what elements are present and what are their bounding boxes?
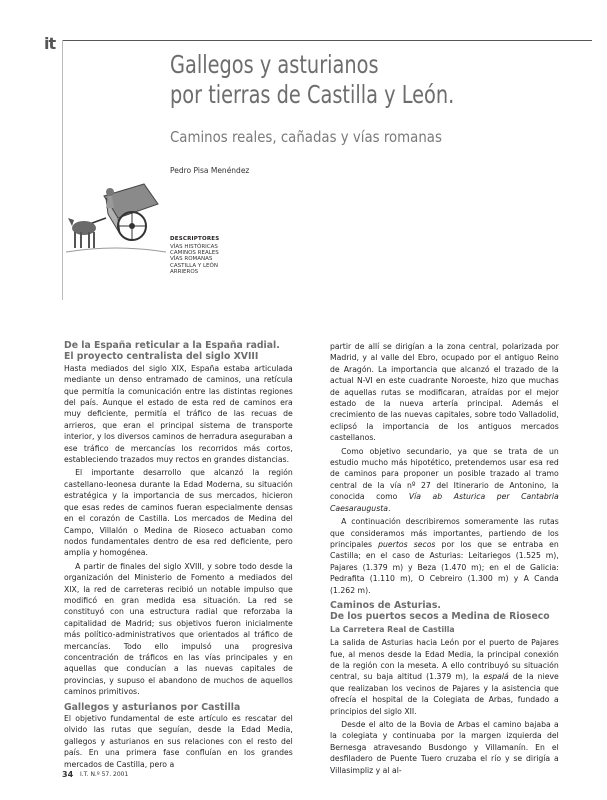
paragraph: partir de allí se dirigían a la zona central, polarizada por Madrid, y al valle del Ebro, ocupado por el antiguo Reino de Aragón. La importancia que alcanzó el trazado de la actual N-VI en este cuadrante Noroeste, hizo que muchas de aquellas rutas se modificaran, atraídas por el mejor estado de la nueva artería principal. Además el crecimiento de las nuevas capitales, sobre todo Valladolid, eclipsó la importancia de los antiguos mercados castellanos. (330, 341, 559, 443)
paragraph: Desde el alto de la Bovia de Arbas el camino bajaba a la colegiata y continuaba por la margen izquierda del Bernesga atravesando Busdongo y Villamanín. En el desfiladero de Puente Tuero cruzaba el río y se dirigía a Villasimpliz y al al- (330, 719, 559, 775)
section-heading-3: Caminos de Asturias. De los puertos secos a Medina de Rioseco (330, 599, 550, 623)
left-column (64, 340, 293, 772)
descriptor-item: VÍAS ROMANAS (170, 256, 213, 263)
descriptors-list (170, 244, 219, 275)
paragraph: Hasta mediados del siglo XIX, España estaba articulada mediante un denso entramado de caminos, una retícula que permitía la comunicación entre las distintas regiones del país. Aunque el estado de esta red de caminos era muy deficiente, permitía el tráfico de las recuas de arrieros, que eran el principal sistema de transporte interior, y los diversos caminos de herradura aseguraban a ese tráfico de mercancías los recorridos más cortos, estableciendo trazados muy rectos en grandes distancias. (64, 362, 293, 465)
paragraph: El objetivo fundamental de este artículo es rescatar del olvido las rutas que seguían, desde la Edad Media, gallegos y asturianos en sus relaciones con el resto del país. En una primera fase confluían en los grandes mercados de Castilla, pero a (64, 713, 293, 769)
paragraph: A partir de finales del siglo XVIII, y sobre todo desde la organización del Ministerio de Fomento a mediados del XIX, la red de carreteras recibió un notable impulso que modificó en gran medida esa situación. La red se constituyó con una estructura radial que reforzaba la capitalidad de Madrid; sus objetivos fueron inicialmente más político-administrativos que orientados al tráfico de mercancías. Todo ello impulsó una progresiva concentración de tráficos en las vías principales y en aquellas que conducían a las nuevas capitales de provincias, y supuso el abandono de muchos de aquellos caminos primitivos. (64, 560, 293, 697)
title-line-1: Gallegos y asturianos (170, 50, 379, 79)
header-side-rule (62, 40, 63, 300)
paragraph: La salida de Asturias hacia León por el puerto de Pajares fue, al menos desde la Edad Media, la principal conexión de la región con la meseta. A ello contribuyó su situación central, su baja altitud (1.379 m), la espalá de la nieve que realizaban los vecinos de Pajares y la asistencia que ofrecía el hospital de la Colegiata de Arbas, fundado a principios del siglo XII. (330, 637, 559, 716)
descriptor-item: ARRIEROS (170, 268, 199, 275)
subsection-heading: La Carretera Real de Castilla (330, 623, 455, 634)
right-column (330, 341, 559, 778)
descriptor-item: CAMINOS REALES (170, 250, 219, 257)
paragraph: A continuación describiremos someramente las rutas que consideramos más importantes, partiendo de los principales puertos secos por los que se entraba en Castilla; en el caso de Asturias: Leitariegos (1.525 m), Pajares (1.379 m) y Beza (1.470 m); en el de Galicia: Pedrafita (1.110 m), O Cebreiro (1.300 m) y A Canda (1.262 m). (330, 516, 559, 595)
author-name: Pedro Pisa Menéndez (170, 166, 250, 175)
section-heading-1: De la España reticular a la España radial. El proyecto centralista del siglo XVIII (64, 340, 280, 363)
ox-cart-illustration (66, 174, 166, 260)
section-heading-2: Gallegos y asturianos por Castilla (64, 701, 241, 713)
section-mark: it (44, 34, 56, 53)
descriptors-heading: DESCRIPTORES (170, 236, 220, 242)
title-line-2: por tierras de Castilla y León. (170, 80, 455, 109)
top-rule (62, 40, 592, 41)
paragraph: Como objetivo secundario, ya que se trata de un estudio mucho más hipotético, pretendemos usar esa red de caminos para proponer un posible trazado al tramo central de la vía nº 27 del Itinerario de Antonino, la conocida como Vía ab Asturica per Cantabria Caesaraugusta. (330, 445, 559, 513)
issue-info: I.T. N.º 57. 2001 (80, 771, 129, 778)
article-title (170, 50, 531, 110)
article-subtitle: Caminos reales, cañadas y vías romanas (170, 128, 442, 146)
descriptor-item: CASTILLA Y LEÓN (170, 262, 218, 269)
page-number: 34 (62, 770, 74, 779)
paragraph: El importante desarrollo que alcanzó la región castellano-leonesa durante la Edad Moderna, su situación estratégica y la importancia de sus mercados, hicieron que esas redes de caminos fueran especialmente densas en el corazón de Castilla. Los mercados de Medina del Campo, Villalón o Medina de Rioseco actuaban como nodos fundamentales dentro de esa red deficiente, pero amplia y homogénea. (64, 467, 293, 558)
descriptor-item: VÍAS HISTÓRICAS (170, 244, 218, 250)
